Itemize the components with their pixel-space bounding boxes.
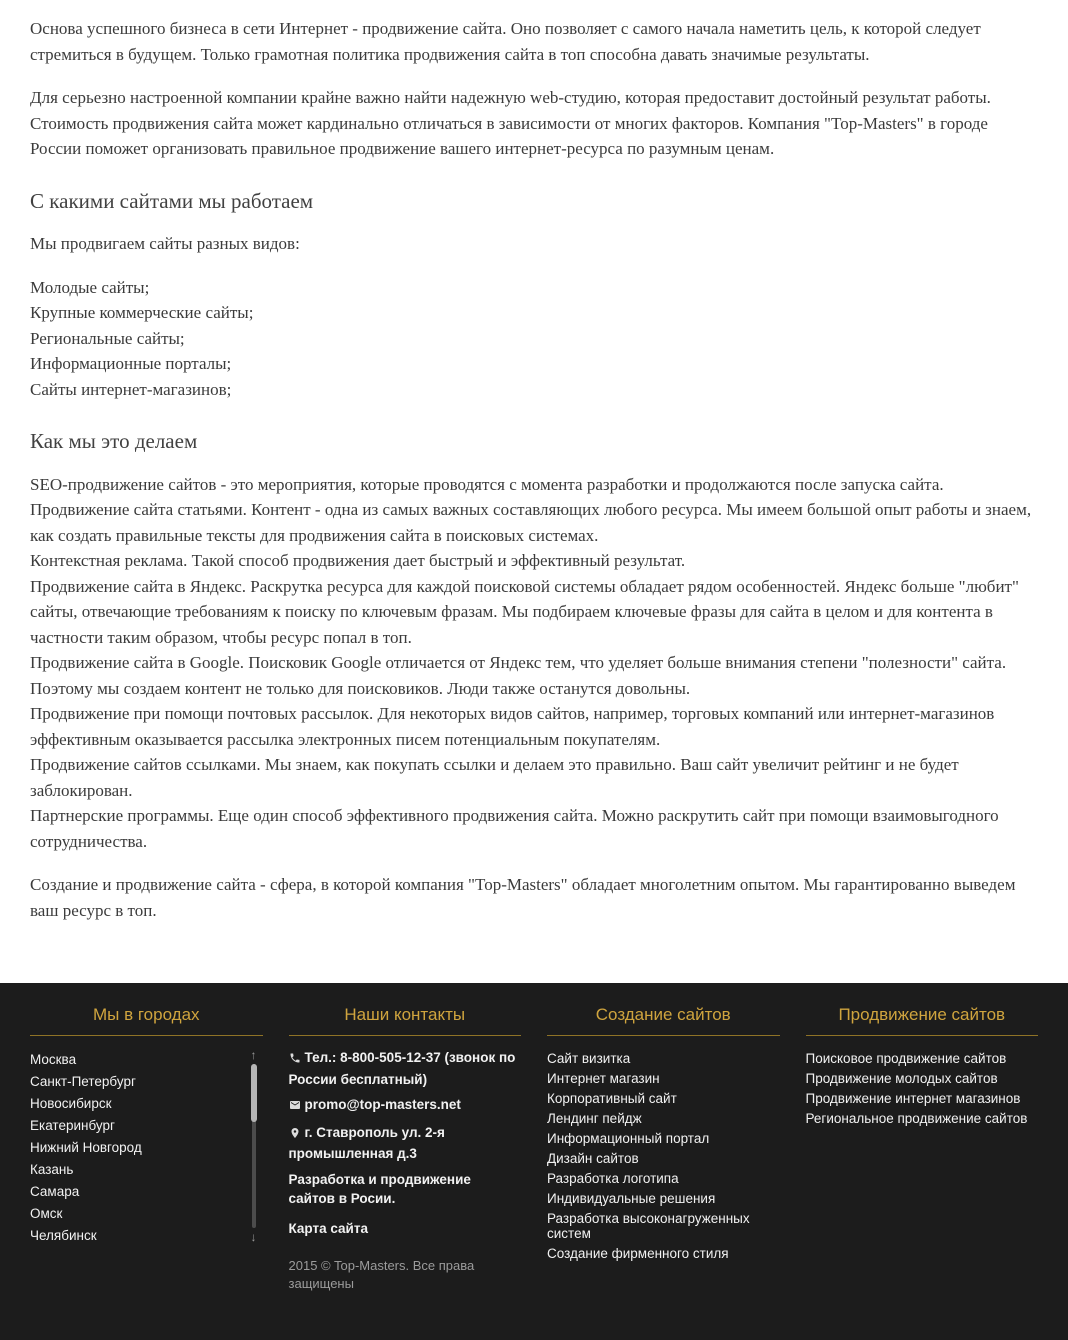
promotion-link[interactable]: Продвижение молодых сайтов [805, 1070, 998, 1086]
scroll-up-icon[interactable]: ↑ [250, 1048, 257, 1062]
contacts-body [289, 1048, 522, 1293]
creation-link[interactable]: Создание фирменного стиля [547, 1245, 729, 1261]
promotion-link[interactable]: Региональное продвижение сайтов [805, 1110, 1028, 1126]
dev-promo-link[interactable]: Разработка и продвижение сайтов в Росии. [288, 1171, 471, 1207]
creation-link[interactable]: Лендинг пейдж [547, 1110, 642, 1126]
methods-list [30, 472, 1036, 855]
envelope-icon [289, 1097, 301, 1117]
promotion-link-list [806, 1048, 1039, 1128]
site-types-intro: Мы продвигаем сайты разных видов: [30, 234, 300, 253]
method-item: Продвижение сайта в Google. Поисковик Google отличается от Яндекс тем, что уделяет больше внимания степени "полезности" сайта. Поэтому мы создаем контент не только для поисковиков. Люди также останутся довольны. [30, 653, 1007, 698]
method-item: Продвижение при помощи почтовых рассылок. Для некоторых видов сайтов, например, торговых компаний или интернет-магазинов эффективным оказывается рассылка электронных писем потенциальным покупателям. [30, 704, 995, 749]
scroll-down-icon[interactable]: ↓ [250, 1230, 257, 1244]
creation-link[interactable]: Разработка логотипа [547, 1170, 679, 1186]
location-pin-icon [289, 1125, 301, 1145]
heading-site-types: С какими сайтами мы работаем [30, 188, 314, 213]
method-item: Продвижение сайта статьями. Контент - одна из самых важных составляющих любого ресурса. Мы имеем большой опыт работы и знаем, как создать правильные тексты для продвижения сайта в поисковых системах. [30, 500, 1032, 545]
creation-link[interactable]: Разработка высоконагруженных систем [547, 1210, 750, 1241]
method-item: SEO-продвижение сайтов - это мероприятия, которые проводятся с момента разработки и продолжаются после запуска сайта. [30, 474, 944, 494]
site-type-item: Сайты интернет-магазинов; [30, 379, 232, 399]
address-line [289, 1123, 522, 1164]
intro-paragraph: Для серьезно настроенной компании крайне важно найти надежную web-студию, которая предоставит достойный результат работы. Стоимость продвижения сайта может кардинально отличаться в зависимости от многих факторов. Компания "Top-Masters" в городе России поможет организовать правильное продвижение вашего интернет-ресурса по разумным ценам. [30, 88, 991, 158]
site-types-list [30, 275, 1036, 403]
scrollbar-thumb[interactable] [251, 1064, 257, 1122]
address-text: г. Ставрополь ул. 2-я промышленная д.3 [288, 1124, 445, 1162]
footer-col-contacts [289, 995, 522, 1306]
creation-link[interactable]: Интернет магазин [547, 1070, 660, 1086]
phone-line [289, 1048, 522, 1089]
footer-col-cities [30, 995, 263, 1306]
contacts-title: Наши контакты [289, 1005, 522, 1036]
scrollbar-track[interactable] [252, 1064, 256, 1228]
email-line [289, 1095, 522, 1117]
method-item: Продвижение сайта в Яндекс. Раскрутка ресурса для каждой поисковой системы обладает рядом особенностей. Яндекс больше "любит" сайты, отвечающие требованиям к поиску по ключевым фразам. Мы подбираем ключевые фразы для сайта в целом и для контента в частности таким образом, чтобы ресурс попал в топ. [30, 576, 1019, 647]
city-item[interactable]: Омск [30, 1205, 63, 1221]
creation-link-list [547, 1048, 780, 1263]
creation-link[interactable]: Дизайн сайтов [547, 1150, 639, 1166]
promotion-link[interactable]: Поисковое продвижение сайтов [805, 1050, 1007, 1066]
city-item[interactable]: Нижний Новгород [30, 1139, 142, 1155]
closing-paragraph: Создание и продвижение сайта - сфера, в которой компания "Top-Masters" обладает многолетним опытом. Мы гарантированно выведем ваш ресурс в топ. [30, 875, 1016, 920]
city-item[interactable]: Казань [30, 1161, 74, 1177]
creation-link[interactable]: Корпоративный сайт [547, 1090, 677, 1106]
cities-scrollbar[interactable] [245, 1048, 263, 1246]
site-type-item: Крупные коммерческие сайты; [30, 303, 254, 322]
creation-link[interactable]: Информационный портал [547, 1130, 710, 1146]
city-item[interactable]: Самара [30, 1183, 80, 1199]
site-type-item: Региональные сайты; [30, 328, 185, 348]
creation-title: Создание сайтов [547, 1005, 780, 1036]
email-link[interactable]: promo@top-masters.net [304, 1097, 461, 1113]
city-item[interactable]: Санкт-Петербург [30, 1073, 136, 1089]
creation-link[interactable]: Сайт визитка [547, 1050, 631, 1066]
heading-how-we-do: Как мы это делаем [30, 429, 198, 453]
method-item: Контекстная реклама. Такой способ продвижения дает быстрый и эффективный результат. [30, 551, 686, 570]
city-list [30, 1048, 245, 1246]
method-item: Партнерские программы. Еще один способ эффективного продвижения сайта. Можно раскрутить сайт при помощи взаимовыгодного сотрудничества. [30, 806, 999, 851]
city-item[interactable]: Екатеринбург [30, 1117, 115, 1133]
site-type-item: Информационные порталы; [30, 354, 232, 373]
copyright-text: 2015 © Top-Masters. Все права защищены [288, 1257, 475, 1291]
method-item: Продвижение сайтов ссылками. Мы знаем, как покупать ссылки и делаем это правильно. Ваш сайт увеличит рейтинг и не будет заблокирован. [30, 755, 959, 800]
phone-icon [289, 1050, 301, 1070]
cities-scroll-area [30, 1048, 263, 1246]
intro-paragraph: Основа успешного бизнеса в сети Интернет - продвижение сайта. Оно позволяет с самого начала наметить цель, к которой следует стремиться в будущем. Только грамотная политика продвижения сайта в топ способна давать значимые результаты. [30, 19, 981, 64]
creation-link[interactable]: Индивидуальные решения [547, 1190, 716, 1206]
promotion-title: Продвижение сайтов [806, 1005, 1039, 1036]
footer-col-creation [547, 995, 780, 1306]
sitemap-link[interactable]: Карта сайта [288, 1220, 368, 1236]
footer-col-promotion [806, 995, 1039, 1306]
city-item[interactable]: Москва [30, 1051, 77, 1067]
city-item[interactable]: Челябинск [30, 1227, 97, 1243]
footer [0, 983, 1068, 1340]
phone-text: Тел.: 8-800-505-12-37 (звонок по России бесплатный) [288, 1050, 516, 1087]
cities-title: Мы в городах [30, 1005, 263, 1036]
site-type-item: Молодые сайты; [30, 277, 150, 297]
city-item[interactable]: Новосибирск [30, 1095, 112, 1111]
promotion-link[interactable]: Продвижение интернет магазинов [805, 1090, 1021, 1106]
